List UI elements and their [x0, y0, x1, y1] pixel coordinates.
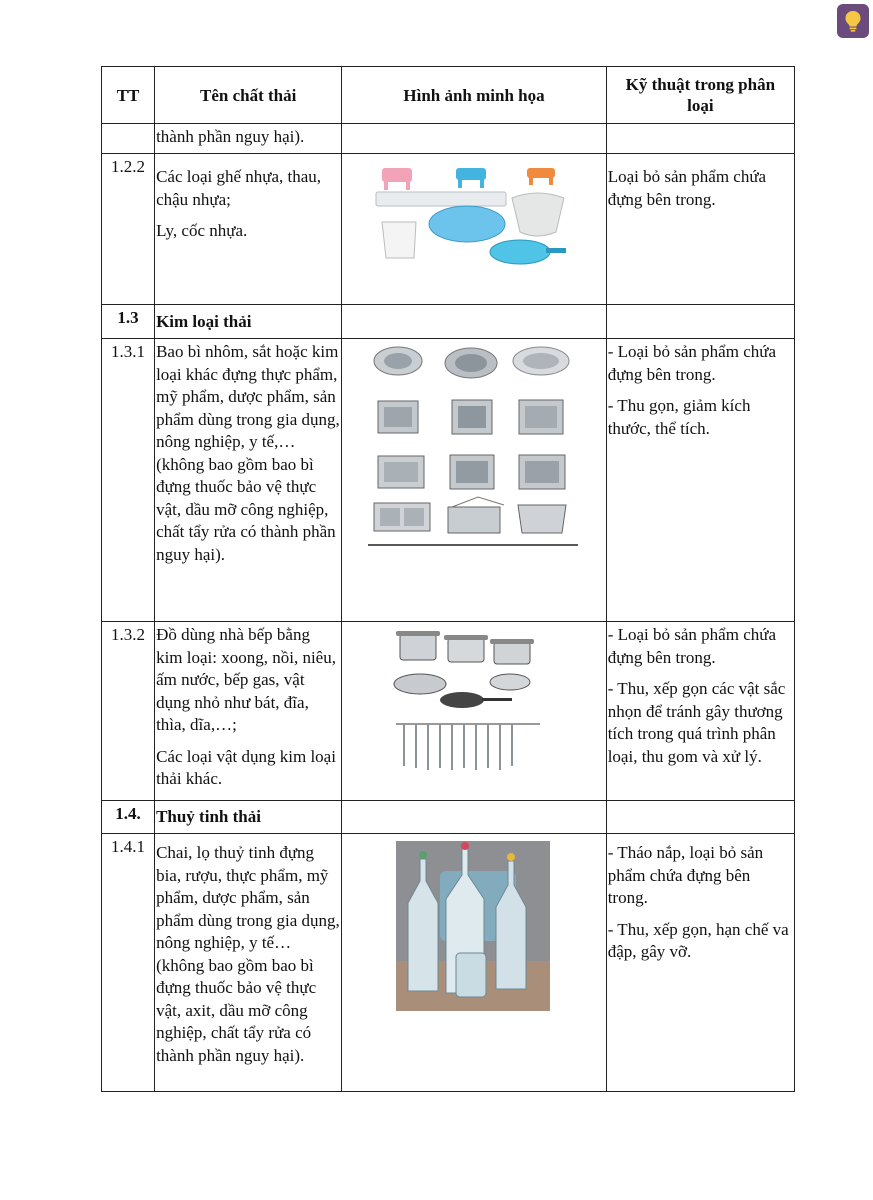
cell-name [155, 834, 342, 1092]
technique-paragraph: - Thu gọn, giảm kích thước, thể tích. [607, 396, 751, 438]
cell-empty [606, 801, 794, 834]
cell-name [155, 154, 342, 305]
name-paragraph: Bao bì nhôm, sắt hoặc kim loại khác đựng thực phẩm, mỹ phẩm, dược phẩm, sản phẩm dùng trong gia dụng, nông nghiệp, y tế,…(không bao gồm bao bì đựng thuốc bảo vệ thực vật, dầu mỡ công nghiệp, chất tẩy rửa có thành phần nguy hại). [156, 342, 340, 564]
cell-technique [606, 622, 794, 801]
table-row [102, 339, 795, 622]
cell-name [155, 622, 342, 801]
cell-image [342, 834, 606, 1092]
glass-bottles-image [396, 841, 550, 1011]
cell-image [342, 154, 606, 305]
technique-paragraph: - Loại bỏ sản phẩm chứa đựng bên trong. [607, 342, 777, 384]
cell-number: 1.4.1 [102, 834, 155, 1092]
waste-classification-table [101, 66, 795, 1092]
cell-number: 1.2.2 [102, 154, 155, 305]
cell-name [155, 339, 342, 622]
tip-button[interactable] [837, 4, 869, 38]
technique-paragraph: Loại bỏ sản phẩm chứa đựng bên trong. [607, 167, 767, 209]
cell-empty [342, 124, 606, 154]
technique-paragraph: - Thu, xếp gọn các vật sắc nhọn để tránh gây thương tích trong quá trình phân loại, thu gom và xử lý. [607, 679, 786, 766]
cell-image [342, 339, 606, 622]
kitchen-utensils-image [390, 628, 550, 778]
table-row [102, 622, 795, 801]
technique-paragraph: - Tháo nắp, loại bỏ sản phẩm chứa đựng bên trong. [607, 843, 764, 907]
technique-paragraph: - Loại bỏ sản phẩm chứa đựng bên trong. [607, 625, 777, 667]
cell-empty [342, 801, 606, 834]
cell-name: thành phần nguy hại). [155, 124, 342, 154]
lightbulb-icon [844, 10, 862, 32]
name-paragraph: Đồ dùng nhà bếp bằng kim loại: xoong, nồi, niêu, ấm nước, bếp gas, vật dụng nhỏ như bát, đĩa, thìa, dĩa,…; [156, 625, 336, 734]
plastic-items-image [372, 162, 572, 274]
cell-empty [606, 305, 794, 339]
table-row [102, 154, 795, 305]
metal-containers-image [368, 343, 578, 548]
cell-empty [606, 124, 794, 154]
cell-number: 1.4. [102, 801, 155, 834]
cell-number: 1.3 [102, 305, 155, 339]
cell-image [342, 622, 606, 801]
cell-number: 1.3.2 [102, 622, 155, 801]
table-section-row [102, 305, 795, 339]
table-section-row [102, 801, 795, 834]
table-row [102, 124, 795, 154]
technique-paragraph: - Thu, xếp gọn, hạn chế va đập, gây vỡ. [607, 919, 789, 961]
cell-empty [342, 305, 606, 339]
name-paragraph: Các loại vật dụng kim loại thải khác. [156, 746, 336, 788]
name-paragraph: Các loại ghế nhựa, thau, chậu nhựa; [156, 167, 322, 209]
cell-technique [606, 154, 794, 305]
cell-technique [606, 834, 794, 1092]
cell-number: 1.3.1 [102, 339, 155, 622]
header-image: Hình ảnh minh họa [342, 67, 606, 124]
name-paragraph: Ly, cốc nhựa. [156, 221, 248, 240]
table-header-row [102, 67, 795, 124]
name-paragraph: Chai, lọ thuỷ tinh đựng bia, rượu, thực phẩm, mỹ phẩm, dược phẩm, sản phẩm dùng trong gia dụng, nông nghiệp, y tế… (không bao gồm bao bì đựng thuốc bảo vệ thực vật, axit, dầu mỡ công nghiệp, chất tẩy rửa có thành phần nguy hại). [156, 843, 340, 1065]
header-tt: TT [102, 67, 155, 124]
header-technique: Kỹ thuật trong phân loại [606, 67, 794, 124]
header-name: Tên chất thải [155, 67, 342, 124]
cell-section-title: Thuỷ tinh thải [155, 801, 342, 834]
cell-empty [102, 124, 155, 154]
cell-section-title: Kim loại thải [155, 305, 342, 339]
table-row [102, 834, 795, 1092]
cell-technique [606, 339, 794, 622]
